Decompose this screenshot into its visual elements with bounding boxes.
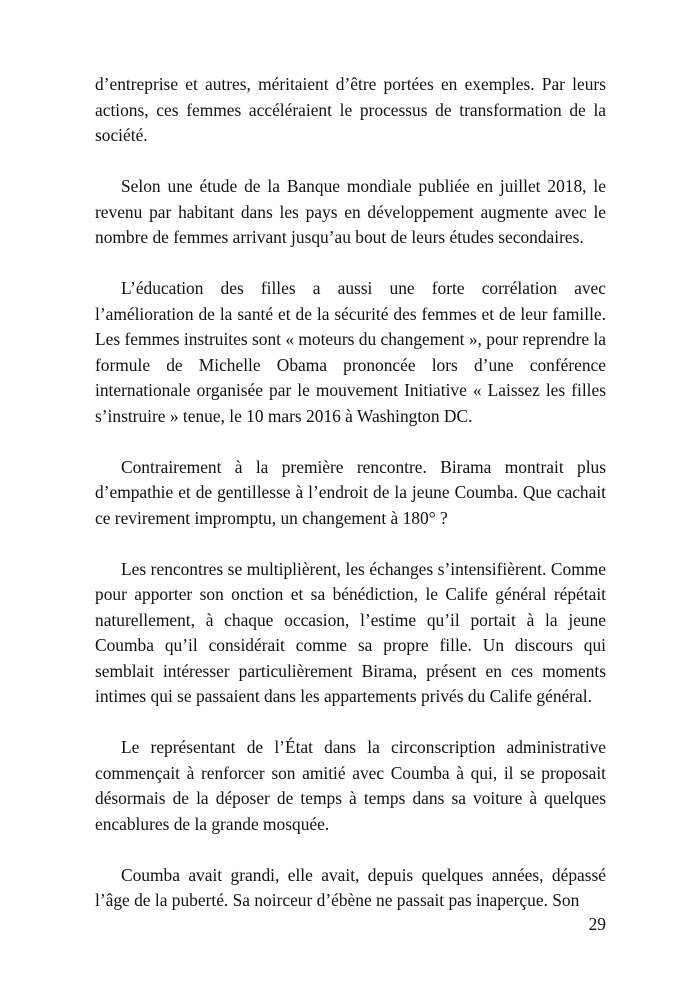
paragraph: Le représentant de l’État dans la circonscription administrative commençait à renforcer son amitié avec Coumba à qui, il se proposait désormais de la déposer de temps à temps dans sa voiture à quelques encablures de la grande mosquée. xyxy=(95,737,606,834)
paragraph-continuation: d’entreprise et autres, méritaient d’être portées en exemples. Par leurs actions, ces femmes accéléraient le processus de transformation de la société. xyxy=(95,74,606,145)
paragraph: L’éducation des filles a aussi une forte corrélation avec l’amélioration de la santé et de la sécurité des femmes et de leur famille. Les femmes instruites sont « moteurs du changement », pour reprendre la formule de Michelle Obama prononcée lors d’une conférence internationale organisée par le mouvement Initiative « Laissez les filles s’instruire » tenue, le 10 mars 2016 à Washington DC. xyxy=(95,278,606,426)
paragraph-trailing: Coumba avait grandi, elle avait, depuis quelques années, dépassé l’âge de la puberté. Sa noirceur d’ébène ne passait pas inaperçue. Son xyxy=(95,864,606,910)
paragraph: Contrairement à la première rencontre. Birama montrait plus d’empathie et de gentillesse à l’endroit de la jeune Coumba. Que cachait ce revirement impromptu, un changement à 180° ? xyxy=(95,456,606,528)
paragraph: Les rencontres se multiplièrent, les échanges s’intensifièrent. Comme pour apporter son onction et sa bénédiction, le Calife général répétait naturellement, à chaque occasion, l’estime qu’il portait à la jeune Coumba qu’il considérait comme sa propre fille. Un discours qui semblait intéresser particulièrement Birama, présent en ces moments intimes qui se passaient dans les appartements privés du Calife général. xyxy=(95,558,606,706)
body-text xyxy=(95,72,606,939)
paragraph: Selon une étude de la Banque mondiale publiée en juillet 2018, le revenu par habitant dans les pays en développement augmente avec le nombre de femmes arrivant jusqu’au bout de leurs études secondaires. xyxy=(95,176,606,247)
page-number: 29 xyxy=(588,914,606,934)
